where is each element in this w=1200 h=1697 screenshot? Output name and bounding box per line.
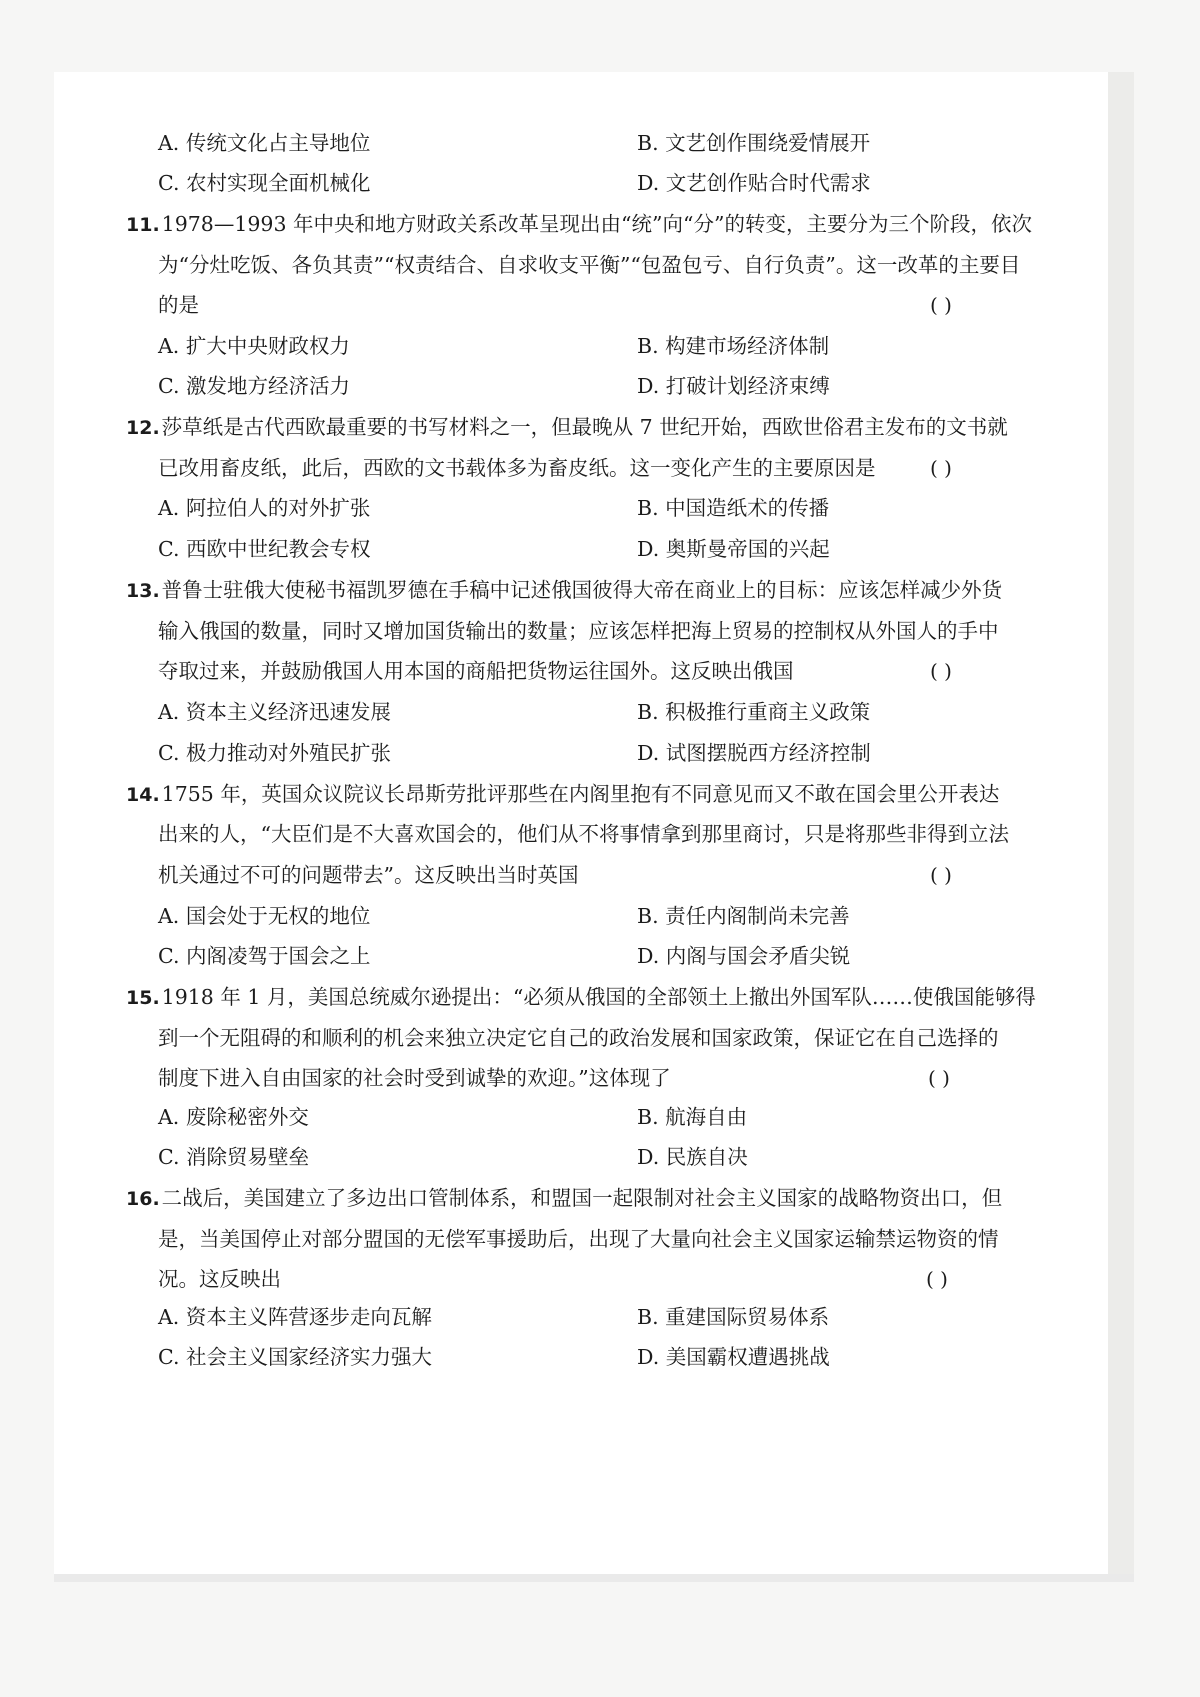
q13-option-b: B. 积极推行重商主义政策 bbox=[637, 700, 871, 724]
q10-option-c: C. 农村实现全面机械化 bbox=[158, 171, 371, 195]
q14-option-b: B. 责任内阁制尚未完善 bbox=[637, 904, 850, 928]
q11-stem-line-2: 为“分灶吃饭、各负其责”“权责结合、自求收支平衡”“包盈包亏、自行负责”。这一改革的主要目 bbox=[158, 253, 1021, 277]
q14-answer-parens: ( ) bbox=[930, 863, 952, 887]
q13-option-d: D. 试图摆脱西方经济控制 bbox=[637, 741, 871, 765]
q13-stem-line-2: 输入俄国的数量，同时又增加国货输出的数量；应该怎样把海上贸易的控制权从外国人的手中 bbox=[158, 619, 999, 643]
page-shadow-bottom bbox=[54, 1574, 1134, 1582]
q15-stem-line-2: 到一个无阻碍的和顺利的机会来独立决定它自己的政治发展和国家政策，保证它在自己选择的 bbox=[158, 1026, 999, 1050]
q10-option-a: A. 传统文化占主导地位 bbox=[158, 131, 371, 155]
q12-option-d: D. 奥斯曼帝国的兴起 bbox=[637, 537, 830, 561]
q11-stem-line-3: 的是 bbox=[158, 293, 199, 317]
q12-option-b: B. 中国造纸术的传播 bbox=[637, 496, 830, 520]
q11-option-c: C. 激发地方经济活力 bbox=[158, 374, 350, 398]
q11-option-a: A. 扩大中央财政权力 bbox=[158, 334, 350, 358]
q13-option-a: A. 资本主义经济迅速发展 bbox=[158, 700, 391, 724]
q15-stem-line-1: 15.1918 年 1 月，美国总统威尔逊提出：“必须从俄国的全部领土上撤出外国军队……使俄国能够得 bbox=[126, 985, 1036, 1009]
q11-answer-parens: ( ) bbox=[930, 293, 952, 317]
q16-option-d: D. 美国霸权遭遇挑战 bbox=[637, 1345, 830, 1369]
q12-stem-line-1: 12.莎草纸是古代西欧最重要的书写材料之一，但最晚从 7 世纪开始，西欧世俗君主发布的文书就 bbox=[126, 415, 1008, 439]
q14-stem-line-3: 机关通过不可的问题带去”。这反映出当时英国 bbox=[158, 863, 579, 887]
q16-number: 16. bbox=[126, 1188, 160, 1210]
q16-answer-parens: ( ) bbox=[926, 1267, 948, 1291]
q14-stem-line-2: 出来的人，“大臣们是不大喜欢国会的，他们从不将事情拿到那里商讨，只是将那些非得到立法 bbox=[158, 822, 1009, 846]
page-shadow-right bbox=[1108, 72, 1134, 1582]
q11-stem-line-1: 11.1978—1993 年中央和地方财政关系改革呈现出由“统”向“分”的转变，主要分为三个阶段，依次 bbox=[126, 212, 1032, 236]
q11-option-d: D. 打破计划经济束缚 bbox=[637, 374, 830, 398]
q10-option-b: B. 文艺创作围绕爱情展开 bbox=[637, 131, 871, 155]
q12-option-c: C. 西欧中世纪教会专权 bbox=[158, 537, 371, 561]
q12-stem-line-2: 已改用畜皮纸，此后，西欧的文书载体多为畜皮纸。这一变化产生的主要原因是 bbox=[158, 456, 876, 480]
q13-option-c: C. 极力推动对外殖民扩张 bbox=[158, 741, 391, 765]
q13-answer-parens: ( ) bbox=[930, 659, 952, 683]
q16-option-c: C. 社会主义国家经济实力强大 bbox=[158, 1345, 432, 1369]
q12-number: 12. bbox=[126, 417, 160, 439]
q14-option-c: C. 内阁凌驾于国会之上 bbox=[158, 944, 371, 968]
q14-stem-line-1: 14.1755 年，英国众议院议长昂斯劳批评那些在内阁里抱有不同意见而又不敢在国会里公开表达 bbox=[126, 782, 1000, 806]
q15-option-c: C. 消除贸易壁垒 bbox=[158, 1145, 309, 1169]
q15-option-b: B. 航海自由 bbox=[637, 1105, 748, 1129]
q15-number: 15. bbox=[126, 987, 160, 1009]
q15-option-d: D. 民族自决 bbox=[637, 1145, 748, 1169]
q13-stem-line-3: 夺取过来，并鼓励俄国人用本国的商船把货物运往国外。这反映出俄国 bbox=[158, 659, 794, 683]
q16-stem-line-2: 是，当美国停止对部分盟国的无偿军事援助后，出现了大量向社会主义国家运输禁运物资的情 bbox=[158, 1227, 999, 1251]
q15-option-a: A. 废除秘密外交 bbox=[158, 1105, 309, 1129]
q14-option-a: A. 国会处于无权的地位 bbox=[158, 904, 371, 928]
q11-option-b: B. 构建市场经济体制 bbox=[637, 334, 830, 358]
q12-option-a: A. 阿拉伯人的对外扩张 bbox=[158, 496, 371, 520]
q16-option-a: A. 资本主义阵营逐步走向瓦解 bbox=[158, 1305, 432, 1329]
q13-number: 13. bbox=[126, 580, 160, 602]
q15-answer-parens: ( ) bbox=[928, 1066, 950, 1090]
q16-option-b: B. 重建国际贸易体系 bbox=[637, 1305, 830, 1329]
q14-option-d: D. 内阁与国会矛盾尖锐 bbox=[637, 944, 851, 968]
q15-stem-line-3: 制度下进入自由国家的社会时受到诚挚的欢迎。”这体现了 bbox=[158, 1066, 671, 1090]
q11-number: 11. bbox=[126, 214, 160, 236]
q12-answer-parens: ( ) bbox=[930, 456, 952, 480]
q14-number: 14. bbox=[126, 784, 160, 806]
q16-stem-line-3: 况。这反映出 bbox=[158, 1267, 281, 1291]
q16-stem-line-1: 16.二战后，美国建立了多边出口管制体系，和盟国一起限制对社会主义国家的战略物资出口，但 bbox=[126, 1186, 1003, 1210]
q10-option-d: D. 文艺创作贴合时代需求 bbox=[637, 171, 871, 195]
q13-stem-line-1: 13.普鲁士驻俄大使秘书福凯罗德在手稿中记述俄国彼得大帝在商业上的目标：应该怎样减少外货 bbox=[126, 578, 1003, 602]
